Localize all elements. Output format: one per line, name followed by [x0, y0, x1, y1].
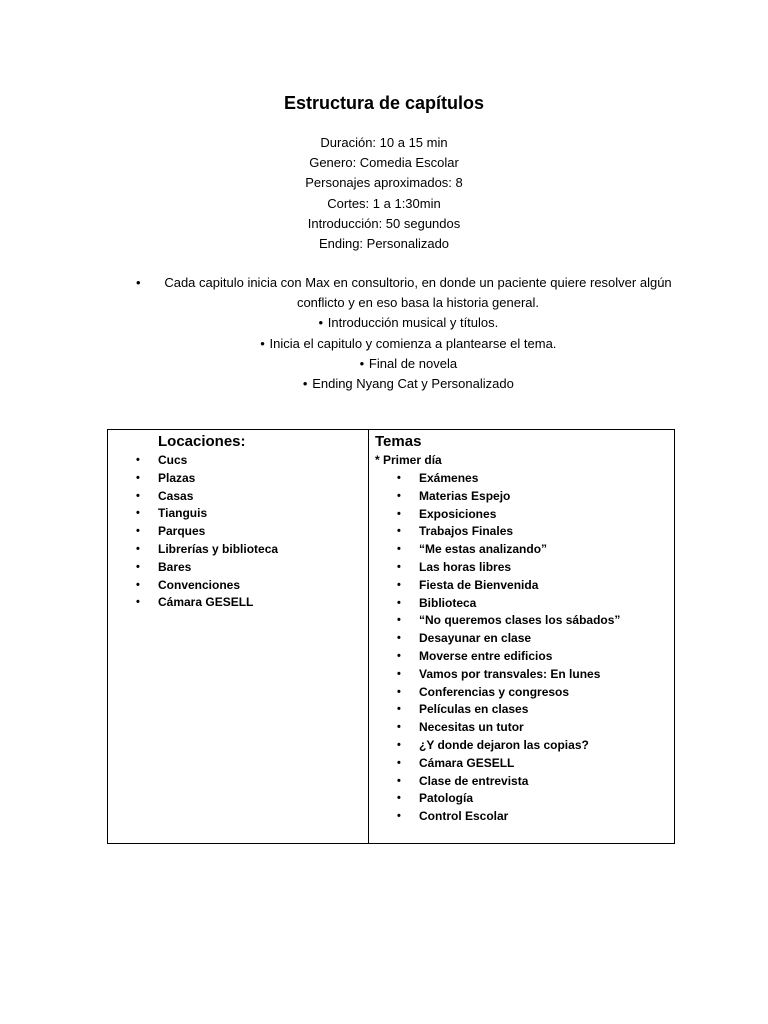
bullet-dot: • [397, 756, 401, 769]
bullet-dot: • [397, 774, 401, 787]
list-item-label: Librerías y biblioteca [158, 541, 279, 556]
list-item [397, 666, 620, 684]
bullet-text: Introducción musical y títulos. [327, 315, 499, 331]
themes-list [397, 470, 621, 826]
meta-cuts: Cortes: 1 a 1:30min [327, 195, 441, 211]
list-item [136, 523, 278, 541]
bullet-item [130, 334, 682, 354]
list-item [136, 470, 278, 488]
bullet-dot: • [397, 721, 401, 734]
bullet-text: Final de novela [368, 355, 458, 371]
list-item-label: Conferencias y congresos [419, 684, 570, 699]
list-item [397, 541, 620, 559]
chapter-meta [0, 133, 768, 254]
meta-genre: Genero: Comedia Escolar [309, 155, 459, 171]
bullet-dot: • [136, 596, 140, 609]
locations-list [136, 452, 279, 612]
locations-heading: Locaciones: [158, 433, 246, 450]
list-item-label: ¿Y donde dejaron las copias? [419, 737, 589, 752]
locations-themes-table [107, 429, 675, 844]
bullet-text: Inicia el capitulo y comienza a plantearse el tema. [269, 335, 557, 351]
bullet-dot: • [260, 335, 265, 351]
list-item-label: Trabajos Finales [419, 524, 514, 539]
bullet-dot: • [136, 578, 140, 591]
list-item-label: Tianguis [158, 506, 208, 521]
list-item-label: Cucs [158, 453, 188, 467]
bullet-dot: • [136, 275, 141, 290]
list-item-label: Casas [158, 488, 194, 503]
list-item [397, 737, 620, 755]
bullet-dot: • [397, 738, 401, 751]
bullet-dot: • [302, 376, 308, 392]
page-title: Estructura de capítulos [283, 93, 485, 113]
meta-characters: Personajes aproximados: 8 [305, 175, 463, 191]
meta-intro: Introducción: 50 segundos [307, 215, 461, 231]
list-item-label: Parques [158, 524, 206, 539]
bullet-dot: • [397, 489, 401, 502]
list-item [397, 630, 620, 648]
list-item-label: “No queremos clases los sábados” [419, 613, 621, 628]
list-item [136, 452, 278, 470]
list-item-label: Cámara GESELL [158, 595, 254, 610]
bullet-dot: • [397, 614, 401, 627]
bullet-dot: • [397, 543, 401, 556]
bullet-dot: • [397, 703, 401, 716]
list-item-label: Biblioteca [419, 595, 477, 610]
bullet-text: conflicto y en eso basa la historia general. [296, 295, 540, 311]
list-item-label: Las horas libres [419, 559, 512, 574]
bullet-dot: • [136, 489, 140, 502]
bullet-dot: • [397, 667, 401, 680]
list-item-label: Patología [419, 791, 474, 806]
list-item [136, 594, 278, 612]
bullet-dot: • [136, 525, 140, 538]
list-item [136, 541, 279, 559]
structure-bullets [130, 273, 682, 394]
list-item-label: Vamos por transvales: En lunes [419, 666, 601, 681]
list-item-label: Convenciones [158, 577, 241, 592]
list-item-label: Clase de entrevista [419, 773, 529, 788]
bullet-item [130, 273, 682, 313]
list-item [136, 488, 278, 506]
bullet-dot: • [318, 315, 324, 331]
list-item-label: Control Escolar [419, 809, 509, 824]
list-item-label: Fiesta de Bienvenida [419, 577, 539, 592]
list-item [397, 808, 620, 826]
bullet-dot: • [136, 542, 140, 555]
list-item [397, 559, 620, 577]
bullet-item [130, 313, 682, 333]
bullet-dot: • [136, 507, 140, 520]
themes-subheading: * Primer día [375, 453, 442, 467]
bullet-item [130, 374, 682, 394]
column-divider [368, 430, 369, 843]
list-item [397, 470, 620, 488]
list-item [397, 684, 620, 702]
bullet-dot: • [397, 596, 401, 609]
list-item [397, 648, 620, 666]
bullet-dot: • [397, 685, 401, 698]
bullet-dot: • [136, 471, 140, 484]
meta-duration: Duración: 10 a 15 min [320, 135, 448, 150]
bullet-dot: • [136, 454, 140, 466]
list-item-label: Películas en clases [419, 702, 529, 717]
bullet-text: Cada capitulo inicia con Max en consultorio, en donde un paciente quiere resolver algún [164, 275, 672, 290]
list-item [397, 523, 620, 541]
list-item-label: Exposiciones [419, 506, 497, 521]
bullet-dot: • [397, 810, 401, 823]
list-item [397, 719, 620, 737]
meta-ending: Ending: Personalizado [318, 235, 450, 251]
bullet-dot: • [397, 578, 401, 591]
list-item [397, 577, 620, 595]
list-item [397, 595, 620, 613]
bullet-dot: • [397, 525, 401, 538]
list-item [397, 773, 620, 791]
bullet-dot: • [397, 649, 401, 662]
list-item [397, 790, 620, 808]
bullet-item [130, 354, 682, 374]
list-item [397, 755, 620, 773]
list-item-label: Materias Espejo [419, 488, 511, 503]
list-item-label: “Me estas analizando” [419, 542, 548, 557]
list-item [136, 577, 278, 595]
bullet-dot: • [359, 355, 365, 371]
bullet-dot: • [397, 632, 401, 645]
list-item-label: Cámara GESELL [419, 755, 515, 770]
bullet-dot: • [397, 792, 401, 805]
themes-heading: Temas [375, 433, 422, 450]
list-item-label: Plazas [158, 470, 196, 485]
bullet-dot: • [136, 560, 140, 573]
list-item [136, 559, 278, 577]
bullet-dot: • [397, 560, 401, 573]
bullet-dot: • [397, 472, 401, 484]
list-item-label: Bares [158, 559, 192, 574]
list-item-label: Exámenes [419, 471, 479, 485]
list-item-label: Desayunar en clase [419, 631, 532, 646]
list-item [136, 505, 278, 523]
bullet-text: Ending Nyang Cat y Personalizado [312, 376, 514, 392]
list-item [397, 612, 621, 630]
list-item [397, 701, 620, 719]
bullet-dot: • [397, 507, 401, 520]
list-item [397, 506, 620, 524]
list-item-label: Necesitas un tutor [419, 720, 524, 735]
list-item [397, 488, 620, 506]
list-item-label: Moverse entre edificios [419, 648, 553, 663]
